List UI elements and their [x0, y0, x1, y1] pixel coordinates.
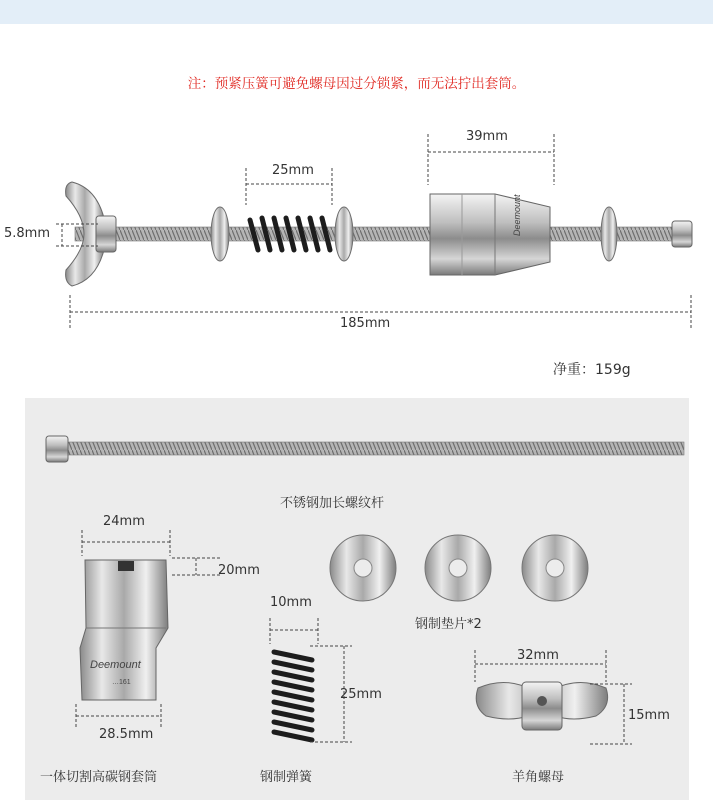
spring-label: 钢制弹簧 [260, 770, 313, 785]
part-threaded-rod [46, 436, 684, 462]
warning-note: 注：预紧压簧可避免螺母因过分锁紧，而无法拧出套筒。 [187, 76, 526, 92]
part-socket [80, 560, 168, 700]
socket-hex-dimension: 20mm [218, 563, 260, 578]
spring-length-dimension: 25mm [272, 163, 314, 178]
thread-diameter-dimension: 5.8mm [4, 226, 51, 241]
total-length-dimension: 185mm [340, 316, 391, 331]
wingnut-width-dimension: 32mm [517, 648, 559, 663]
washer-label: 钢制垫片*2 [415, 617, 482, 632]
part-socket-brand: Deemount [90, 659, 141, 671]
part-socket-code: …161 [112, 679, 131, 686]
part-washers [330, 535, 588, 601]
part-spring [274, 652, 312, 740]
net-weight: 净重：159g [553, 362, 631, 378]
socket-label: 一体切割高碳钢套筒 [40, 770, 158, 785]
spring-width-dimension: 10mm [270, 595, 312, 610]
assembly-socket-brand: Deemount [512, 194, 522, 236]
spring-length-dimension-part: 25mm [340, 687, 382, 702]
socket-length-dimension: 39mm [466, 129, 508, 144]
part-wing-nut [476, 682, 607, 730]
wingnut-height-dimension: 15mm [628, 708, 670, 723]
rod-label: 不锈钢加长螺纹杆 [280, 496, 385, 511]
socket-top-width-dimension: 24mm [103, 514, 145, 529]
wingnut-label: 羊角螺母 [512, 770, 565, 785]
socket-bottom-width-dimension: 28.5mm [99, 727, 154, 742]
